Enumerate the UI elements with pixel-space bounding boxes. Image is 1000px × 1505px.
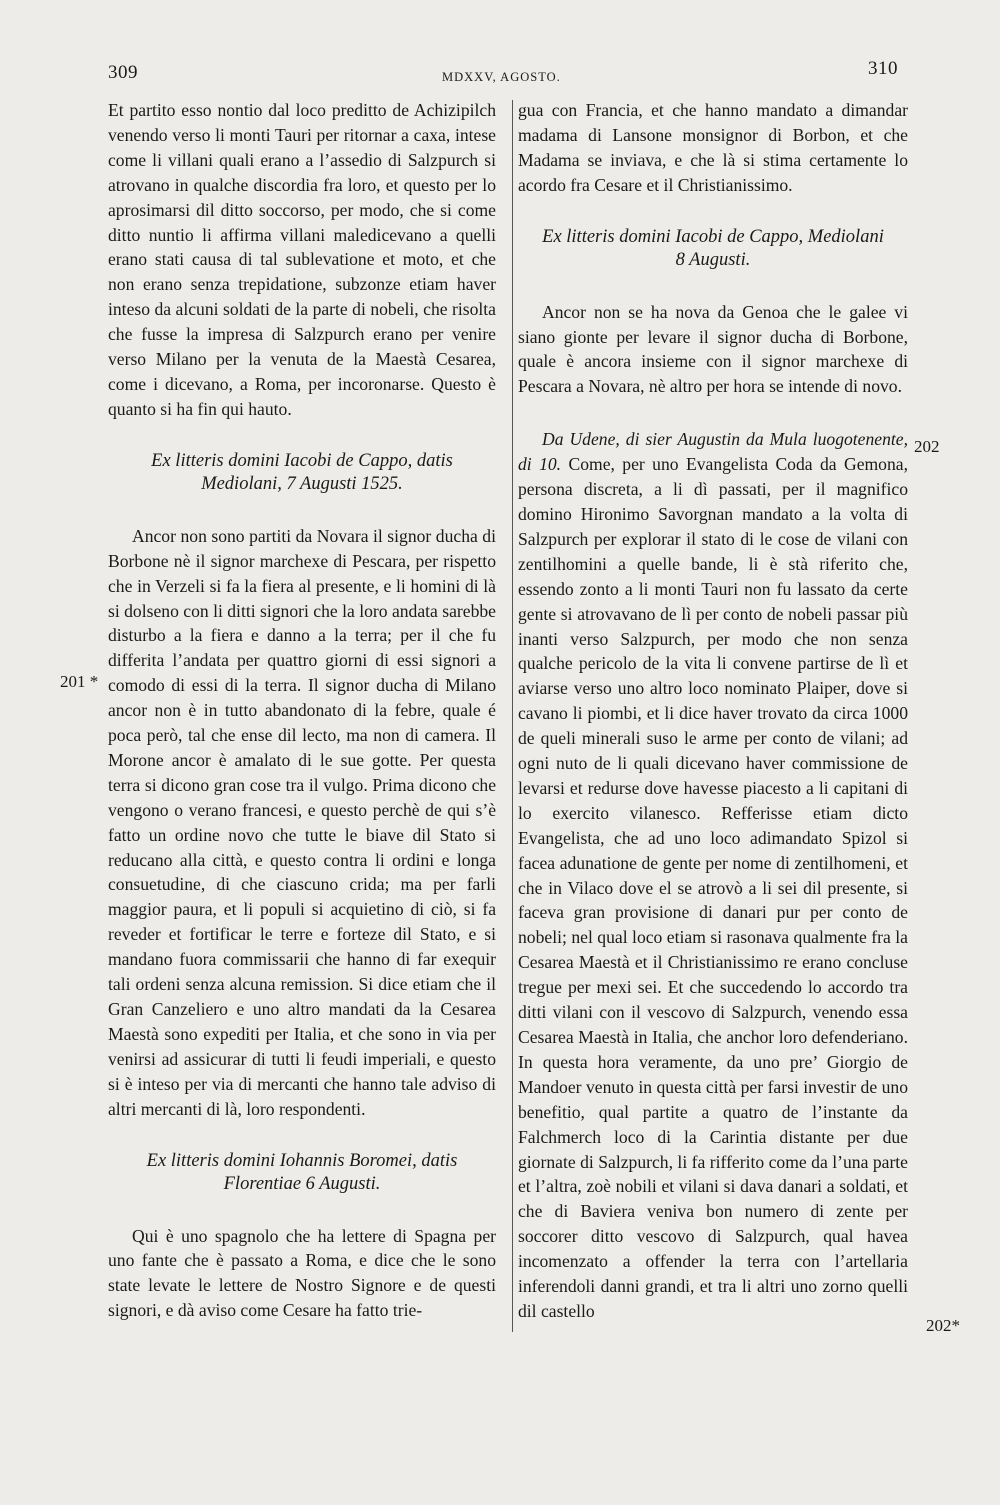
page-number-right: 310 <box>868 58 898 79</box>
paragraph: Ancor non se ha nova da Genoa che le galee vi siano gionte per levare il signor ducha di Borbone, quale è ancora insieme con il signor marchexe di Pescara a Novara, nè altro per hora se intende di novo. <box>518 301 908 397</box>
running-title: MDXXV, AGOSTO. <box>442 70 561 84</box>
paragraph: gua con Francia, et che hanno mandato a dimandar madama di Lansone monsignor di Borbon, et che Madama se inviava, e che là si stima certamente lo acordo fra Cesare et il Christianissimo. <box>518 100 908 195</box>
paragraph-body: Come, per uno Evangelista Coda da Gemona, persona discreta, a li dì passati, per il magnifico domino Hironimo Savorgnan mandato a la volta di Salzpurch per explorar il stato di le cose de vilani con zentilhomini a quelle bande, li è stà riferito che, essendo zonto a li monti Tauri non fu lassato da certe gente si atrovavano de lì per conto de nobeli passar più inanti verso Salzpurch, per modo che non senza qualche pericolo de la vita li convene partirse de lì et aviarse verso uno altro loco nominato Plaiper, dove si cavano li piombi, et li dice haver trovato da circa 1000 de queli minerali suso le arme per conto de vilani; ad ogni nuto de li quali dicevano haver commissione de levarsi et redurse dove havesse piacesto a li capitani di lo exercito vilanesco. Refferisse etiam dicto Evangelista, che ad uno loco adimandato Spizol si facea adunatione de gente per nome di zentilhomeni, et che in Vilaco dove el se atrovò a li sei dil presente, si faceva gran provisione di danari pur per conto de nobeli; nel qual loco etiam si rasonava qualmente fra la Cesarea Maestà et il Christianissimo re erano concluse tregue per mexi sei. Et che succedendo lo accordo tra ditti vilani con il vescovo di Salzpurch, venendo essa Cesarea Maestà in Italia, che anchor loro defenderiano. In questa hora veramente, da uno pre’ Giorgio de Mandoer venuto in questa città per farsi investir de uno benefitio, qual partite a quatro de l’instante da Falchmerch loco di la Carintia distante per due giornate di Salzpurch, li fa rifferito come da l’una parte et l’altra, zoè nobili et vilani si dava danari a soldati, et che di Baviera veniva bon numero di zente per soccorer ditto vescovo di Salzpurch, qual havea incomenzato a offender la terra con l’artellaria inferendoli danni grandi, et tra li altri uno zorno quelli dil castello <box>518 454 908 1321</box>
section-heading: Ex litteris domini Iohannis Boromei, datis <box>146 1150 458 1171</box>
column-divider <box>512 100 513 1332</box>
right-column <box>518 98 908 1324</box>
paragraph: Qui è uno spagnolo che ha lettere di Spagna per uno fante che è passato a Roma, e dice che le sono state levate le lettere de Nostro Signore e de questi signori, e dà aviso come Cesare ha fatto trie- <box>108 1225 496 1321</box>
paragraph: Et partito esso nontio dal loco preditto de Achizipilch venendo verso li monti Tauri per ritornar a caxa, intese come li villani quali erano a l’assedio di Salzpurch si atrovano in qualche discordia fra loro, et questo per lo aprosimarsi dil ditto soccorso, per modo, che si come ditto nuntio li affirma villani maledicevano a quelli erano stati causa di tal sublevatione et moto, et che non erano senza trepidatione, subzonze etiam haver inteso da alcuni soldati de la parte di nobeli, che risolta che fusse la impresa di Salzpurch erano per venire verso Milano per la venuta de la Maestà Cesarea, come i dicevano, a Roma, per incoronarse. Questo è quanto si ha fin qui hauto. <box>108 100 496 419</box>
left-column <box>108 98 496 1323</box>
page-number-left: 309 <box>108 62 138 83</box>
section-heading-line2: Florentiae 6 Augusti. <box>223 1173 381 1194</box>
paragraph-lead: Da Udene, di sier Augustin da Mula luogotenente, di 10. <box>518 429 908 475</box>
section-heading-line2: Mediolani, 7 Augusti 1525. <box>201 473 403 494</box>
section-heading-line2: 8 Augusti. <box>675 249 751 270</box>
section-heading: Ex litteris domini Iacobi de Cappo, Mediolani <box>542 226 884 247</box>
margin-note-202-star: 202* <box>926 1316 960 1335</box>
section-heading: Ex litteris domini Iacobi de Cappo, datis <box>151 450 453 471</box>
margin-note-202: 202 <box>914 437 940 456</box>
paragraph: Ancor non sono partiti da Novara il signor ducha di Borbone nè il signor marchexe di Pescara, per rispetto che in Verzeli si fa la fiera al presente, e li homini di là si dolseno con li ditti signori che la loro andata sarebbe disturbo a la fiera e danno a la terra; per il che fu differita l’andata per quattro giorni di essi signori a comodo di essi di la terra. Il signor ducha di Milano ancor non è in tutto abandonato di la febre, quale é poca però, tal che ense dil lecto, ma non di camera. Il Morone ancor è amalato di le sue gotte. Per questa terra si dicono gran cose tra il vulgo. Prima dicono che vengono o verano francesi, e questo perchè de qui s’è fatto un ordine novo che tutte le biave dil Stato si reducano alla città, e questo contra li ordini e longa consuetudine, di che ciascuno crida; ma per farli maggior paura, et li populi si acquietino di ciò, si fa reveder et fortificar le terre e forteze dil Stato, e si mandano fuora commissarii che hanno di far exequir tali ordeni senza alcuna remission. Si dice etiam che il Gran Canzeliero e uno altro mandati da la Cesarea Maestà sono expediti per Italia, et che sono in via per venirsi ad assicurar di tutti li feudi imperiali, e questo si è inteso per via di mercanti che hanno tale adviso di altri mercanti di là, loro respondenti. <box>108 525 496 1119</box>
paragraph-with-lead <box>518 427 908 1324</box>
margin-note-201: 201 * <box>60 672 99 691</box>
